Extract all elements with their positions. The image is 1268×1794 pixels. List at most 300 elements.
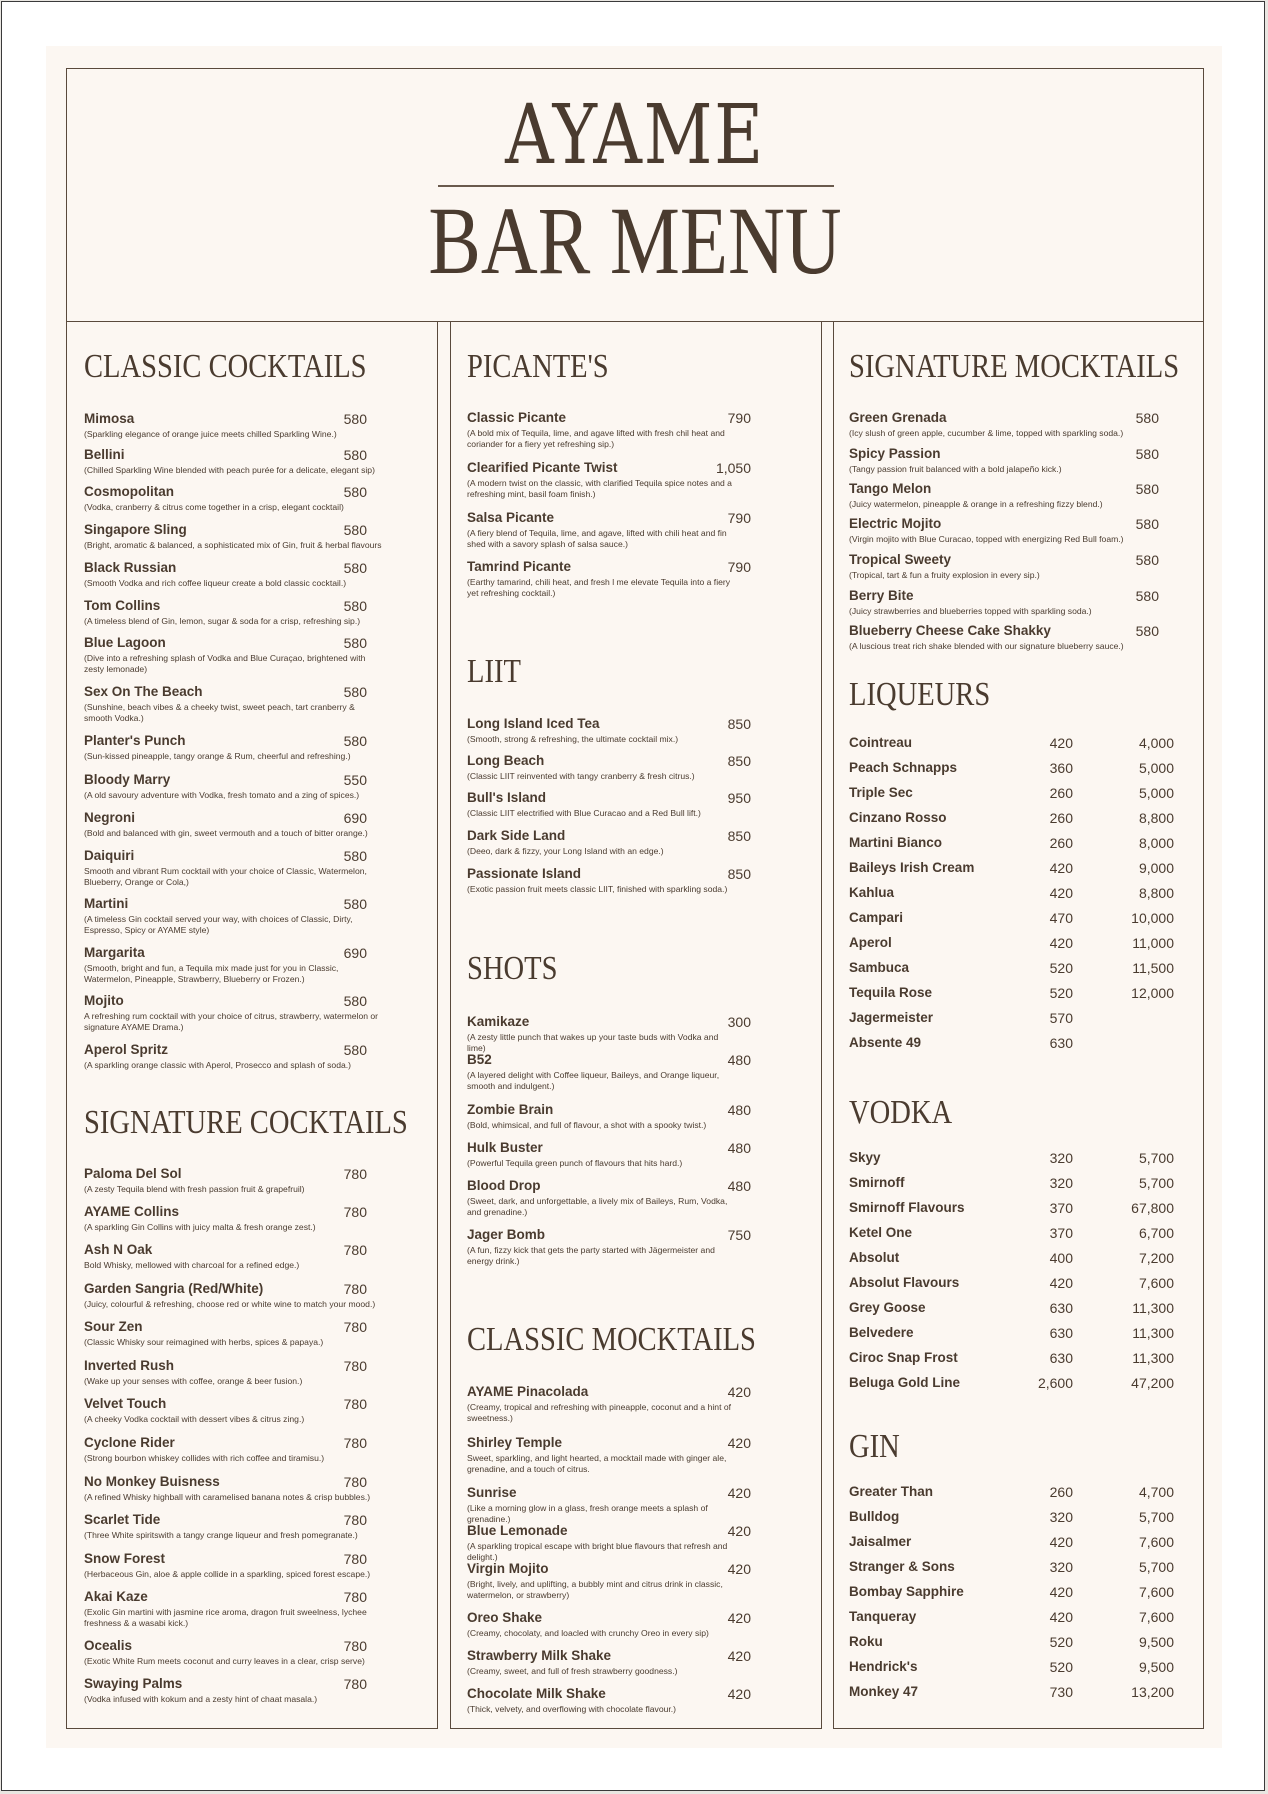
item-description: (A timeless Gin cocktail served your way, with choices of Classic, Dirty, Espresso, Spicy or AYAME style) xyxy=(84,914,353,935)
item-name: Mimosa xyxy=(84,411,135,426)
price-bottle: 67,800 xyxy=(1131,1200,1174,1216)
item-description: (A zesty little punch that wakes up your taste buds with Vodka and lime) xyxy=(467,1032,719,1053)
item-name: Inverted Rush xyxy=(84,1358,175,1373)
item-name: Singapore Sling xyxy=(84,522,187,537)
drink-name: Smirnoff xyxy=(849,1175,905,1190)
item-name: Passionate Island xyxy=(467,866,582,881)
item-name: Clearified Picante Twist xyxy=(467,460,618,475)
item-description: (Creamy, tropical and refreshing with pineapple, coconut and a hint of sweetness.) xyxy=(467,1402,732,1423)
price-row xyxy=(849,735,1189,753)
item-name: Blue Lagoon xyxy=(84,635,166,650)
price-row xyxy=(849,1534,1189,1552)
price-row xyxy=(849,1634,1189,1652)
price-row xyxy=(849,1509,1189,1527)
item-description: (Sun-kissed pineapple, tangy orange & Rum, cheerful and refreshing.) xyxy=(84,751,351,761)
price-peg: 630 xyxy=(1049,1350,1073,1366)
item-name: Tropical Sweety xyxy=(849,552,952,567)
item-price: 580 xyxy=(343,522,367,538)
item-description: (Like a morning glow in a glass, fresh orange meets a splash of grenadine.) xyxy=(467,1503,708,1524)
price-peg: 420 xyxy=(1049,885,1073,901)
price-bottle: 5,700 xyxy=(1138,1509,1174,1525)
section-title-signature-mocktails: SIGNATURE MOCKTAILS xyxy=(849,348,1180,385)
price-peg: 520 xyxy=(1049,1634,1073,1650)
item-price: 780 xyxy=(343,1551,367,1567)
item-name: Cosmopolitan xyxy=(84,484,174,499)
item-description: (Tropical, tart & fun a fruity explosion in every sip.) xyxy=(849,570,1040,580)
item-name: Sour Zen xyxy=(84,1319,143,1334)
price-row xyxy=(849,1035,1189,1053)
item-price: 420 xyxy=(727,1435,751,1451)
drink-name: Absolut Flavours xyxy=(849,1275,960,1290)
item-description: (A fiery blend of Tequila, lime, and agave, lifted with chili heat and fin shed with a savory splash of salsa sauce.) xyxy=(467,528,727,549)
price-bottle: 9,500 xyxy=(1138,1659,1174,1675)
item-name: Tango Melon xyxy=(849,481,932,496)
price-row xyxy=(849,835,1189,853)
item-price: 750 xyxy=(727,1227,751,1243)
drink-name: Baileys Irish Cream xyxy=(849,860,975,875)
item-description: (Juicy watermelon, pineapple & orange in a refreshing fizzy blend.) xyxy=(849,499,1103,509)
price-peg: 320 xyxy=(1049,1175,1073,1191)
item-description: (Smooth, bright and fun, a Tequila mix made just for you in Classic, Watermelon, Pineapple, Strawberry, Blueberry or Frozen.) xyxy=(84,963,339,984)
price-bottle: 9,000 xyxy=(1138,860,1174,876)
drink-name: Greater Than xyxy=(849,1484,934,1499)
item-description: (Sparkling elegance of orange juice meets chilled Sparkling Wine.) xyxy=(84,429,337,439)
item-description: (Strong bourbon whiskey collides with rich coffee and tiramisu.) xyxy=(84,1453,325,1463)
item-name: Tamrind Picante xyxy=(467,559,572,574)
price-row xyxy=(849,1659,1189,1677)
item-description: (Dive into a refreshing splash of Vodka and Blue Curaçao, brightened with zesty lemonade) xyxy=(84,653,366,674)
price-bottle: 11,300 xyxy=(1132,1300,1174,1316)
item-name: Salsa Picante xyxy=(467,510,555,525)
price-bottle: 11,000 xyxy=(1132,935,1174,951)
item-price: 580 xyxy=(343,684,367,700)
item-description: (Juicy, colourful & refreshing, choose red or white wine to match your mood.) xyxy=(84,1299,376,1309)
price-bottle: 11,300 xyxy=(1132,1350,1174,1366)
item-description: (Classic Whisky sour reimagined with herbs, spices & papaya.) xyxy=(84,1337,324,1347)
price-row xyxy=(849,860,1189,878)
item-name: Green Grenada xyxy=(849,410,947,425)
item-name: Oreo Shake xyxy=(467,1610,543,1625)
item-description: (Bold, whimsical, and full of flavour, a shot with a spooky twist.) xyxy=(467,1120,707,1130)
item-name: Zombie Brain xyxy=(467,1102,554,1117)
price-peg: 420 xyxy=(1049,1609,1073,1625)
drink-name: Smirnoff Flavours xyxy=(849,1200,965,1215)
item-price: 780 xyxy=(343,1474,367,1490)
price-row xyxy=(849,1150,1189,1168)
price-peg: 470 xyxy=(1049,910,1073,926)
item-price: 1,050 xyxy=(715,460,751,476)
section-title-gin: GIN xyxy=(849,1428,900,1465)
drink-name: Hendrick's xyxy=(849,1659,918,1674)
item-name: Cyclone Rider xyxy=(84,1435,175,1450)
section-title-classic-cocktails: CLASSIC COCKTAILS xyxy=(84,348,367,385)
item-name: AYAME Collins xyxy=(84,1204,180,1219)
price-row xyxy=(849,1175,1189,1193)
item-price: 780 xyxy=(343,1676,367,1692)
item-price: 420 xyxy=(727,1648,751,1664)
item-description: Smooth and vibrant Rum cocktail with your choice of Classic, Watermelon, Blueberry, Orange or Cola,) xyxy=(84,866,367,887)
item-price: 580 xyxy=(1135,446,1159,462)
drink-name: Absolut xyxy=(849,1250,900,1265)
item-description: (Vodka infused with kokum and a zesty hint of chaat masala.) xyxy=(84,1694,318,1704)
price-row xyxy=(849,785,1189,803)
item-description: (Classic LIIT electrified with Blue Curacao and a Red Bull lift.) xyxy=(467,808,701,818)
item-price: 780 xyxy=(343,1281,367,1297)
price-peg: 400 xyxy=(1049,1250,1073,1266)
item-name: Classic Picante xyxy=(467,410,567,425)
item-name: Garden Sangria (Red/White) xyxy=(84,1281,264,1296)
item-name: Strawberry Milk Shake xyxy=(467,1648,612,1663)
item-name: Long Island Iced Tea xyxy=(467,716,600,731)
price-peg: 420 xyxy=(1049,935,1073,951)
price-row xyxy=(849,885,1189,903)
price-peg: 260 xyxy=(1049,1484,1073,1500)
price-peg: 570 xyxy=(1049,1010,1073,1026)
item-name: B52 xyxy=(467,1052,492,1067)
item-price: 950 xyxy=(727,790,751,806)
price-bottle: 5,700 xyxy=(1138,1150,1174,1166)
item-price: 790 xyxy=(727,559,751,575)
price-peg: 370 xyxy=(1049,1200,1073,1216)
item-name: Jager Bomb xyxy=(467,1227,546,1242)
item-price: 780 xyxy=(343,1512,367,1528)
price-bottle: 5,700 xyxy=(1138,1175,1174,1191)
item-description: (A sparkling tropical escape with bright blue flavours that refresh and delight.) xyxy=(467,1541,728,1562)
price-bottle: 6,700 xyxy=(1138,1225,1174,1241)
item-price: 850 xyxy=(727,753,751,769)
price-row xyxy=(849,1375,1189,1393)
item-price: 480 xyxy=(727,1178,751,1194)
item-price: 580 xyxy=(1135,552,1159,568)
item-description: (Powerful Tequila green punch of flavours that hits hard.) xyxy=(467,1158,683,1168)
item-name: Planter's Punch xyxy=(84,733,186,748)
item-description: (Classic LIIT reinvented with tangy cranberry & fresh citrus.) xyxy=(467,771,695,781)
price-row xyxy=(849,1684,1189,1702)
item-description: (Exotic White Rum meets coconut and curry leaves in a clear, crisp serve) xyxy=(84,1656,365,1666)
item-price: 850 xyxy=(727,866,751,882)
price-row xyxy=(849,960,1189,978)
item-price: 580 xyxy=(343,560,367,576)
price-peg: 260 xyxy=(1049,785,1073,801)
item-name: AYAME Pinacolada xyxy=(467,1384,589,1399)
price-peg: 420 xyxy=(1049,1275,1073,1291)
price-peg: 2,600 xyxy=(1037,1375,1073,1391)
item-description: (Three White spiritswith a tangy crange liqueur and fresh pomegranate.) xyxy=(84,1530,358,1540)
price-peg: 260 xyxy=(1049,835,1073,851)
item-price: 580 xyxy=(343,598,367,614)
item-price: 580 xyxy=(1135,516,1159,532)
section-title-liit: LIIT xyxy=(467,653,521,690)
item-price: 480 xyxy=(727,1140,751,1156)
item-description: (A sparkling Gin Collins with juicy malta & fresh orange zest.) xyxy=(84,1222,316,1232)
price-bottle: 12,000 xyxy=(1131,985,1174,1001)
item-price: 850 xyxy=(727,716,751,732)
column-middle xyxy=(450,321,822,1729)
price-row xyxy=(849,1559,1189,1577)
price-peg: 320 xyxy=(1049,1509,1073,1525)
price-bottle: 5,000 xyxy=(1138,785,1174,801)
item-description: (Thick, velvety, and overflowing with chocolate flavour.) xyxy=(467,1704,677,1714)
price-bottle: 10,000 xyxy=(1131,910,1174,926)
item-name: Black Russian xyxy=(84,560,177,575)
price-bottle: 13,200 xyxy=(1131,1684,1174,1700)
price-bottle: 4,000 xyxy=(1138,735,1174,751)
item-description: (A cheeky Vodka cocktail with dessert vibes & citrus zing.) xyxy=(84,1414,305,1424)
price-peg: 320 xyxy=(1049,1150,1073,1166)
item-name: Hulk Buster xyxy=(467,1140,543,1155)
item-name: Tom Collins xyxy=(84,598,161,613)
price-bottle: 9,500 xyxy=(1138,1634,1174,1650)
section-title-shots: SHOTS xyxy=(467,950,558,987)
item-description: (Wake up your senses with coffee, orange & beer fusion.) xyxy=(84,1376,303,1386)
price-row xyxy=(849,985,1189,1003)
item-description: (Bright, aromatic & balanced, a sophisticated mix of Gin, fruit & herbal flavours xyxy=(84,540,382,550)
item-description: (Icy slush of green apple, cucumber & lime, topped with sparkling soda.) xyxy=(849,428,1124,438)
price-peg: 320 xyxy=(1049,1559,1073,1575)
item-description: (A modern twist on the classic, with clarified Tequila spice notes and a refreshing mint, basil foam finish.) xyxy=(467,478,732,499)
drink-name: Stranger & Sons xyxy=(849,1559,955,1574)
price-row xyxy=(849,1350,1189,1368)
item-price: 580 xyxy=(343,993,367,1009)
item-price: 480 xyxy=(727,1102,751,1118)
item-price: 420 xyxy=(727,1384,751,1400)
item-description: (Herbaceous Gin, aloe & apple collide in a sparkling, spiced forest escape.) xyxy=(84,1569,371,1579)
price-bottle: 5,000 xyxy=(1138,760,1174,776)
price-bottle: 5,700 xyxy=(1138,1559,1174,1575)
price-bottle: 7,200 xyxy=(1138,1250,1174,1266)
price-peg: 420 xyxy=(1049,735,1073,751)
drink-name: Tequila Rose xyxy=(849,985,933,1000)
item-price: 580 xyxy=(1135,588,1159,604)
drink-name: Belvedere xyxy=(849,1325,914,1340)
item-price: 420 xyxy=(727,1485,751,1501)
drink-name: Tanqueray xyxy=(849,1609,917,1624)
item-name: Sex On The Beach xyxy=(84,684,203,699)
item-description: (A layered delight with Coffee liqueur, Baileys, and Orange liqueur, smooth and indulgent.) xyxy=(467,1070,720,1091)
item-name: Martini xyxy=(84,896,129,911)
item-name: Mojito xyxy=(84,993,124,1008)
item-description: Bold Whisky, mellowed with charcoal for a refined edge.) xyxy=(84,1260,300,1270)
price-row xyxy=(849,1250,1189,1268)
item-description: A refreshing rum cocktail with your choice of citrus, strawberry, watermelon or signature AYAME Drama.) xyxy=(84,1011,379,1032)
item-name: Aperol Spritz xyxy=(84,1042,169,1057)
brand-name: AYAME xyxy=(505,88,765,183)
price-bottle: 11,300 xyxy=(1132,1325,1174,1341)
item-price: 580 xyxy=(343,484,367,500)
price-peg: 520 xyxy=(1049,960,1073,976)
item-price: 780 xyxy=(343,1396,367,1412)
item-price: 580 xyxy=(343,896,367,912)
item-name: Electric Mojito xyxy=(849,516,942,531)
price-bottle: 8,000 xyxy=(1138,835,1174,851)
item-description: (Juicy strawberries and blueberries topped with sparkling soda.) xyxy=(849,606,1092,616)
item-description: (Creamy, sweet, and full of fresh strawberry goodness.) xyxy=(467,1666,678,1676)
item-description: (A old savoury adventure with Vodka, fresh tomato and a zing of spices.) xyxy=(84,790,360,800)
item-description: (Smooth, strong & refreshing, the ultimate cocktail mix.) xyxy=(467,734,679,744)
drink-name: Kahlua xyxy=(849,885,895,900)
item-price: 580 xyxy=(1135,410,1159,426)
item-price: 690 xyxy=(343,945,367,961)
item-description: (Bold and balanced with gin, sweet vermouth and a touch of bitter orange.) xyxy=(84,828,368,838)
item-description: (A zesty Tequila blend with fresh passion fruit & grapefruil) xyxy=(84,1184,305,1194)
price-row xyxy=(849,935,1189,953)
item-name: Akai Kaze xyxy=(84,1589,148,1604)
price-peg: 520 xyxy=(1049,1659,1073,1675)
item-price: 780 xyxy=(343,1242,367,1258)
price-row xyxy=(849,1200,1189,1218)
price-row xyxy=(849,1300,1189,1318)
item-price: 580 xyxy=(1135,623,1159,639)
item-description: (Virgin mojito with Blue Curacao, topped with energizing Red Bull foam.) xyxy=(849,534,1124,544)
item-description: (Chilled Sparkling Wine blended with peach purée for a delicate, elegant sip) xyxy=(84,465,375,475)
item-price: 580 xyxy=(343,848,367,864)
item-description: (Creamy, chocolaty, and loacled with crunchy Oreo in every sip) xyxy=(467,1628,709,1638)
item-name: Paloma Del Sol xyxy=(84,1166,182,1181)
drink-name: Campari xyxy=(849,910,904,925)
item-name: Blue Lemonade xyxy=(467,1523,568,1538)
drink-name: Jaisalmer xyxy=(849,1534,912,1549)
drink-name: Aperol xyxy=(849,935,892,950)
price-bottle: 7,600 xyxy=(1138,1609,1174,1625)
section-title-vodka: VODKA xyxy=(849,1094,953,1131)
item-description: (A sparkling orange classic with Aperol, Prosecco and splash of soda.) xyxy=(84,1060,352,1070)
drink-name: Martini Bianco xyxy=(849,835,943,850)
item-price: 780 xyxy=(343,1204,367,1220)
item-description: (Bright, lively, and uplifting, a bubbly mint and citrus drink in classic, watermelon, or strawberry) xyxy=(467,1579,723,1600)
price-row xyxy=(849,810,1189,828)
item-name: Spicy Passion xyxy=(849,446,941,461)
item-name: Bellini xyxy=(84,447,125,462)
item-price: 420 xyxy=(727,1610,751,1626)
item-description: (Deeo, dark & fizzy, your Long Island with an edge.) xyxy=(467,846,664,856)
item-price: 780 xyxy=(343,1166,367,1182)
item-name: Swaying Palms xyxy=(84,1676,183,1691)
drink-name: Roku xyxy=(849,1634,883,1649)
item-description: (A bold mix of Tequila, lime, and agave lifted with fresh chil heat and coriander for a fiery yet refreshing sip.) xyxy=(467,428,725,449)
item-name: Bloody Marry xyxy=(84,772,171,787)
item-price: 690 xyxy=(343,810,367,826)
price-row xyxy=(849,910,1189,928)
drink-name: Triple Sec xyxy=(849,785,913,800)
item-price: 580 xyxy=(343,635,367,651)
drink-name: Peach Schnapps xyxy=(849,760,958,775)
price-row xyxy=(849,1225,1189,1243)
price-bottle: 11,500 xyxy=(1132,960,1174,976)
item-price: 580 xyxy=(343,411,367,427)
price-bottle: 8,800 xyxy=(1138,810,1174,826)
drink-name: Grey Goose xyxy=(849,1300,926,1315)
drink-name: Absente 49 xyxy=(849,1035,922,1050)
drink-name: Ketel One xyxy=(849,1225,913,1240)
drink-name: Beluga Gold Line xyxy=(849,1375,961,1390)
item-description: (A fun, fizzy kick that gets the party started with Jägermeister and energy drink.) xyxy=(467,1245,715,1266)
item-price: 420 xyxy=(727,1523,751,1539)
item-description: (A refined Whisky highball with caramelised banana notes & crisp bubbles.) xyxy=(84,1492,371,1502)
price-bottle: 7,600 xyxy=(1138,1275,1174,1291)
section-title-signature-cocktails: SIGNATURE COCKTAILS xyxy=(84,1104,408,1141)
item-price: 420 xyxy=(727,1561,751,1577)
drink-name: Monkey 47 xyxy=(849,1684,919,1699)
menu-title: BAR MENU xyxy=(428,187,842,294)
price-bottle: 4,700 xyxy=(1138,1484,1174,1500)
price-peg: 630 xyxy=(1049,1325,1073,1341)
price-peg: 420 xyxy=(1049,1584,1073,1600)
price-bottle: 7,600 xyxy=(1138,1584,1174,1600)
price-row xyxy=(849,1609,1189,1627)
item-price: 580 xyxy=(343,733,367,749)
item-price: 790 xyxy=(727,410,751,426)
item-name: No Monkey Buisness xyxy=(84,1474,220,1489)
price-row xyxy=(849,1325,1189,1343)
item-name: Snow Forest xyxy=(84,1551,166,1566)
item-price: 420 xyxy=(727,1686,751,1702)
price-bottle: 47,200 xyxy=(1131,1375,1174,1391)
item-name: Long Beach xyxy=(467,753,545,768)
item-name: Ocealis xyxy=(84,1638,133,1653)
drink-name: Jagermeister xyxy=(849,1010,934,1025)
price-bottle: 7,600 xyxy=(1138,1534,1174,1550)
column-right xyxy=(833,321,1204,1729)
price-peg: 420 xyxy=(1049,860,1073,876)
item-name: Kamikaze xyxy=(467,1014,530,1029)
item-name: Scarlet Tide xyxy=(84,1512,161,1527)
item-description: (Exolic Gin martini with jasmine rice aroma, dragon fruit sweelness, lychee freshness & a wasabi kick.) xyxy=(84,1607,367,1628)
price-row xyxy=(849,1584,1189,1602)
item-name: Chocolate Milk Shake xyxy=(467,1686,606,1701)
item-description: Sweet, sparkling, and light hearted, a mocktail made with ginger ale, grenadine, and a touch of citrus. xyxy=(467,1453,727,1474)
section-title-picante-s: PICANTE'S xyxy=(467,348,609,385)
price-peg: 260 xyxy=(1049,810,1073,826)
item-description: (Vodka, cranberry & citrus come together in a crisp, elegant cocktail) xyxy=(84,502,344,512)
item-price: 580 xyxy=(1135,481,1159,497)
drink-name: Cinzano Rosso xyxy=(849,810,947,825)
item-name: Velvet Touch xyxy=(84,1396,167,1411)
section-title-liqueurs: LIQUEURS xyxy=(849,676,991,713)
drink-name: Ciroc Snap Frost xyxy=(849,1350,958,1365)
item-price: 780 xyxy=(343,1638,367,1654)
item-name: Daiquiri xyxy=(84,848,135,863)
item-description: (Earthy tamarind, chili heat, and fresh l me elevate Tequila into a fiery yet refreshing cocktail.) xyxy=(467,577,731,598)
item-name: Dark Side Land xyxy=(467,828,566,843)
item-price: 780 xyxy=(343,1589,367,1605)
price-row xyxy=(849,760,1189,778)
price-peg: 520 xyxy=(1049,985,1073,1001)
item-description: (Exotic passion fruit meets classic LIIT, finished with sparkling soda.) xyxy=(467,884,728,894)
section-title-classic-mocktails: CLASSIC MOCKTAILS xyxy=(467,1321,756,1358)
item-description: (Sunshine, beach vibes & a cheeky twist, sweet peach, tart cranberry & smooth Vodka.) xyxy=(84,702,355,723)
item-name: Ash N Oak xyxy=(84,1242,153,1257)
item-description: (A timeless blend of Gin, lemon, sugar & soda for a crisp, refreshing sip.) xyxy=(84,616,361,626)
item-name: Blood Drop xyxy=(467,1178,541,1193)
drink-name: Skyy xyxy=(849,1150,881,1165)
price-peg: 630 xyxy=(1049,1035,1073,1051)
price-row xyxy=(849,1484,1189,1502)
item-name: Virgin Mojito xyxy=(467,1561,549,1576)
price-peg: 730 xyxy=(1049,1684,1073,1700)
item-price: 850 xyxy=(727,828,751,844)
drink-name: Sambuca xyxy=(849,960,910,975)
item-price: 480 xyxy=(727,1052,751,1068)
item-price: 780 xyxy=(343,1435,367,1451)
item-price: 580 xyxy=(343,447,367,463)
menu-header xyxy=(66,68,1204,322)
item-name: Bull's Island xyxy=(467,790,546,805)
item-price: 300 xyxy=(727,1014,751,1030)
price-bottle: 8,800 xyxy=(1138,885,1174,901)
item-price: 780 xyxy=(343,1358,367,1374)
item-price: 780 xyxy=(343,1319,367,1335)
column-left xyxy=(66,321,438,1729)
